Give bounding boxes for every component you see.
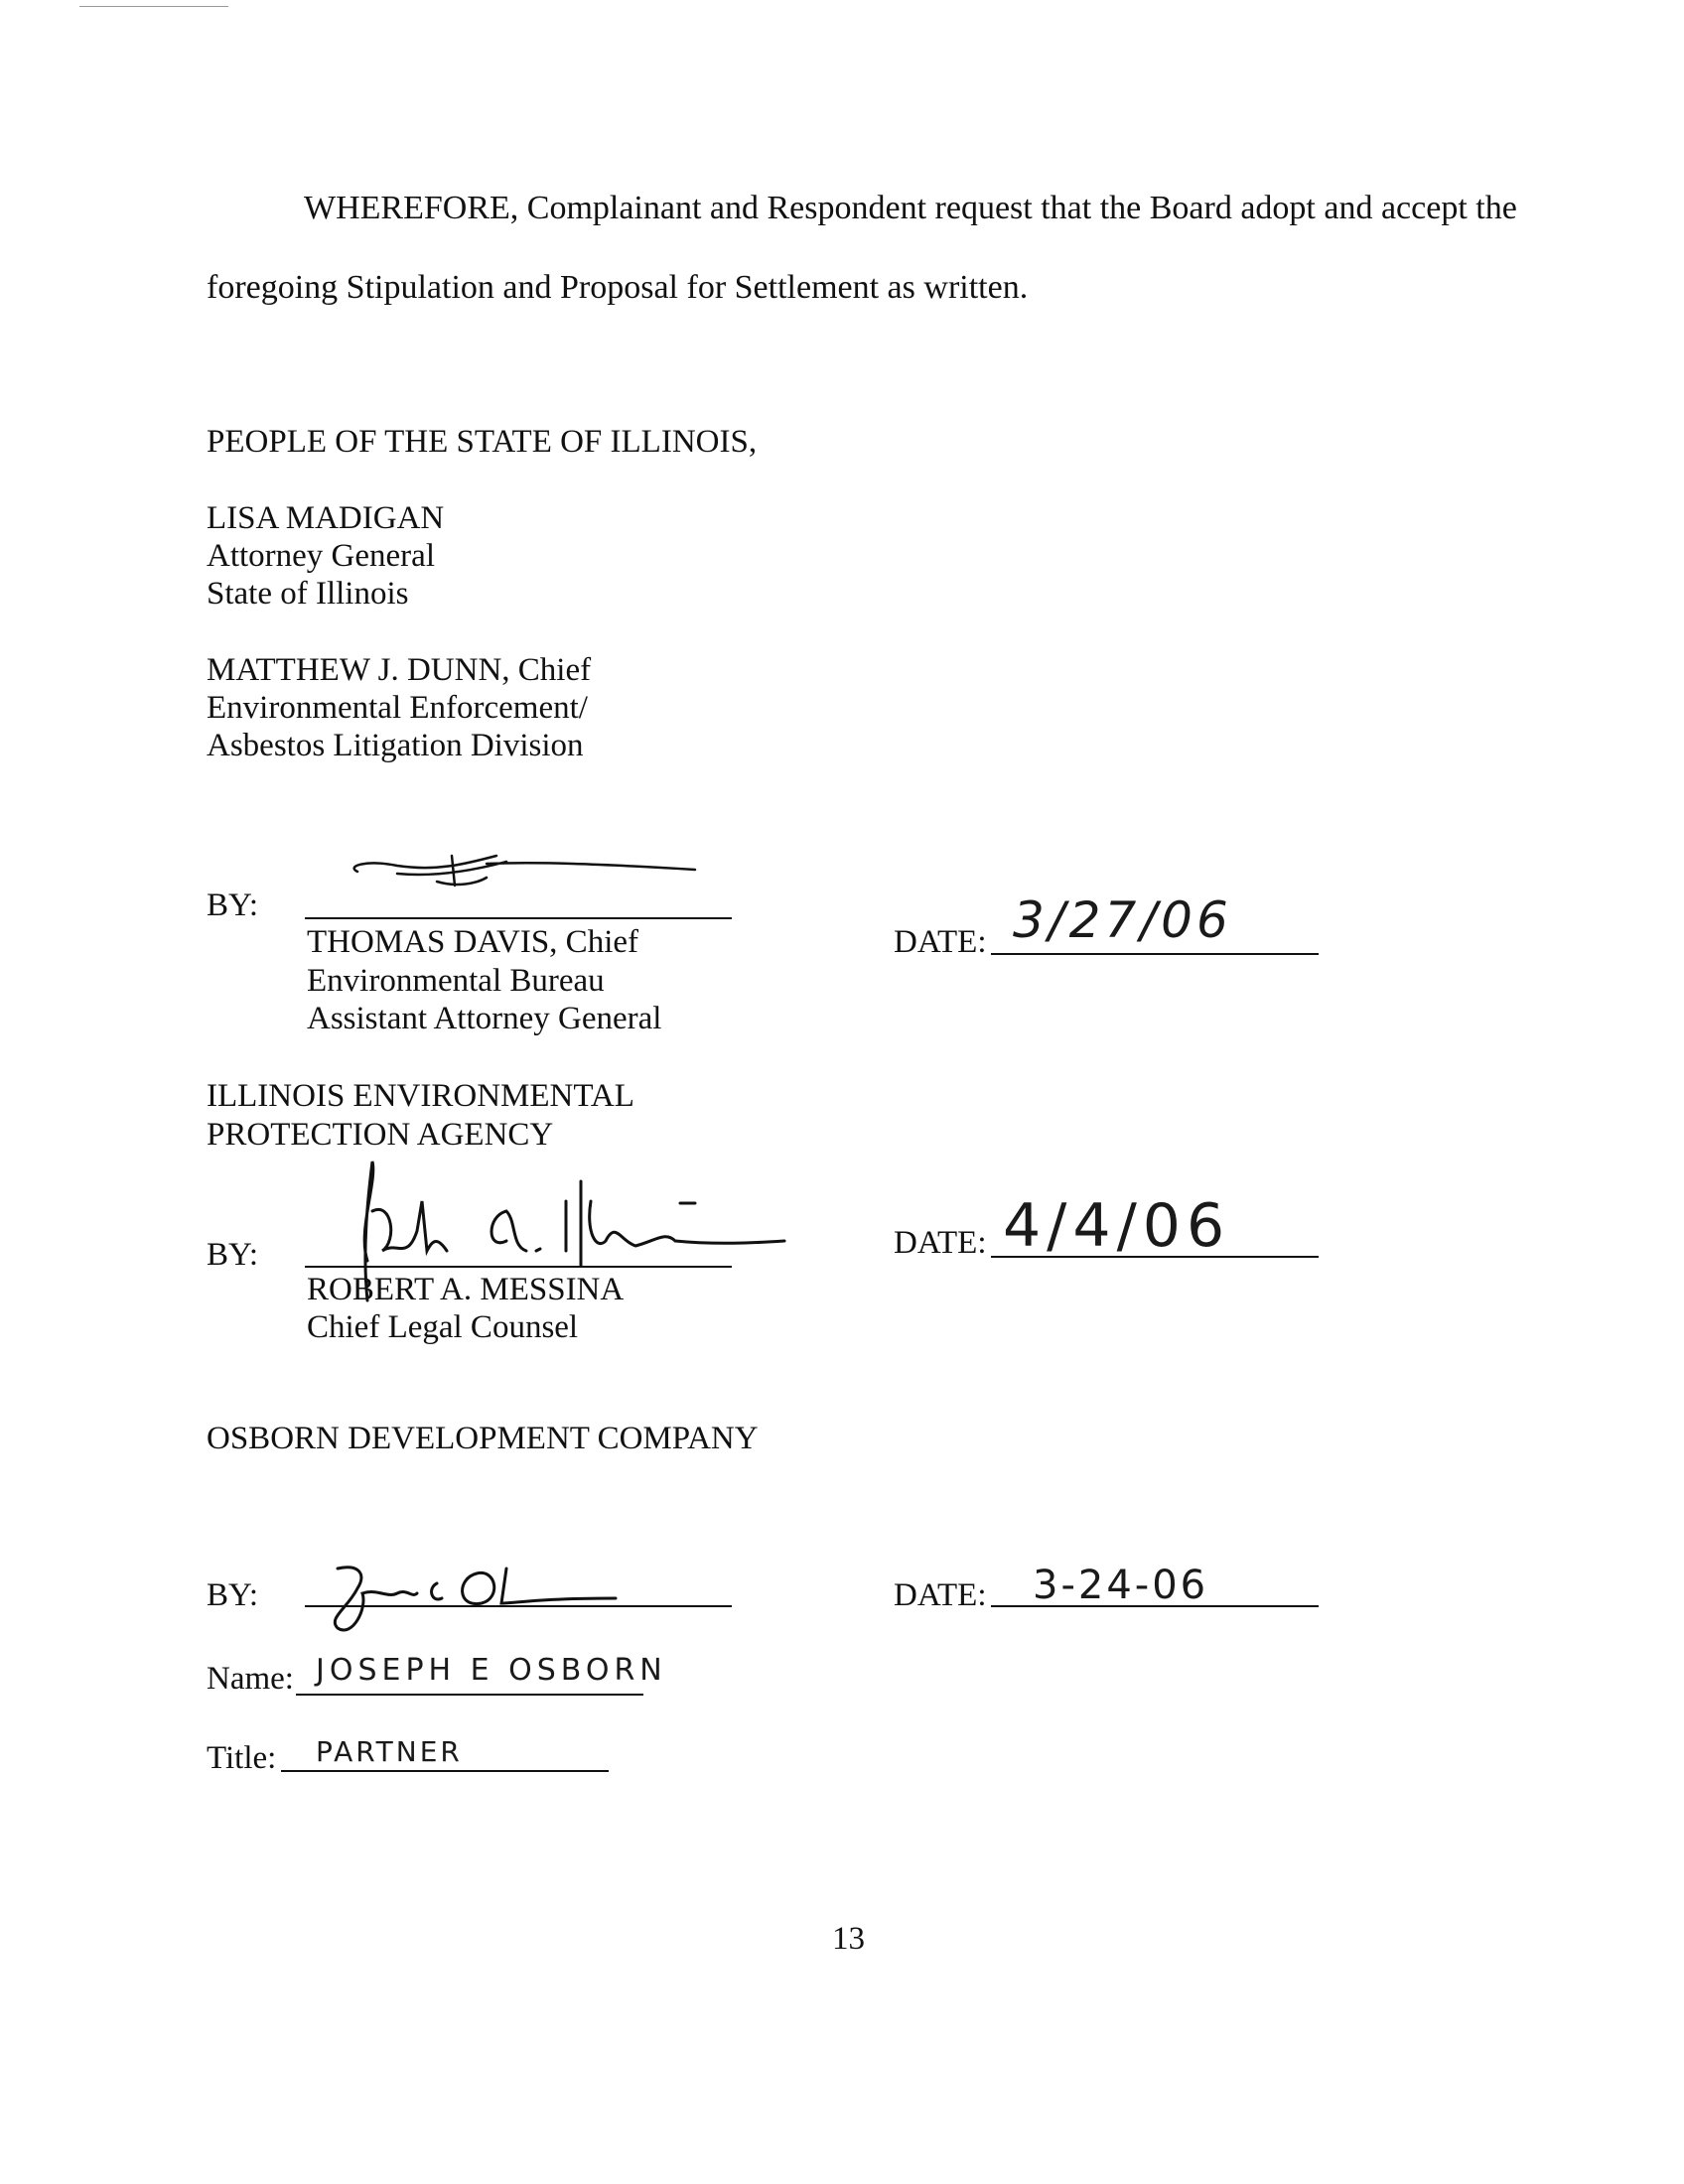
chief-division-2: Asbestos Litigation Division bbox=[207, 728, 584, 763]
signature-joseph-osborn bbox=[318, 1549, 635, 1648]
signer-1-title-1: Environmental Bureau bbox=[307, 963, 605, 999]
signer-2-title: Chief Legal Counsel bbox=[307, 1309, 579, 1345]
agency-line-2: PROTECTION AGENCY bbox=[207, 1117, 554, 1153]
signature-line-1 bbox=[305, 917, 732, 919]
signature-line-3 bbox=[305, 1605, 732, 1607]
date-value-2: 4/4/06 bbox=[1003, 1191, 1231, 1261]
agency-line-1: ILLINOIS ENVIRONMENTAL bbox=[207, 1078, 634, 1114]
date-value-1: 3/27/06 bbox=[1013, 891, 1232, 949]
by-label-3: BY: bbox=[207, 1577, 258, 1613]
title-value: PARTNER bbox=[316, 1735, 463, 1768]
title-line bbox=[281, 1770, 609, 1772]
signature-thomas-davis bbox=[338, 844, 735, 903]
date-line-1 bbox=[991, 953, 1319, 955]
date-label-3: DATE: bbox=[894, 1577, 987, 1613]
ag-state: State of Illinois bbox=[207, 576, 409, 612]
date-value-3: 3-24-06 bbox=[1033, 1563, 1209, 1608]
ag-title: Attorney General bbox=[207, 538, 435, 574]
ag-name: LISA MADIGAN bbox=[207, 500, 445, 536]
signer-2-name: ROBERT A. MESSINA bbox=[307, 1272, 625, 1307]
title-label: Title: bbox=[207, 1740, 277, 1776]
name-value: JOSEPH E OSBORN bbox=[316, 1653, 667, 1688]
name-line bbox=[296, 1694, 643, 1696]
by-label-1: BY: bbox=[207, 887, 258, 923]
signer-1-title-2: Assistant Attorney General bbox=[307, 1001, 662, 1036]
signer-1-name: THOMAS DAVIS, Chief bbox=[307, 924, 638, 960]
scan-artifact-line bbox=[79, 6, 228, 7]
intro-line-1: WHEREFORE, Complainant and Respondent request that the Board adopt and accept the bbox=[304, 190, 1517, 226]
date-line-3 bbox=[991, 1605, 1319, 1607]
complainant-heading: PEOPLE OF THE STATE OF ILLINOIS, bbox=[207, 424, 758, 460]
date-label-2: DATE: bbox=[894, 1225, 987, 1261]
date-line-2 bbox=[991, 1256, 1319, 1258]
name-label: Name: bbox=[207, 1661, 294, 1697]
chief-division-1: Environmental Enforcement/ bbox=[207, 690, 588, 726]
page-number: 13 bbox=[832, 1921, 865, 1957]
signature-line-2 bbox=[305, 1266, 732, 1268]
intro-line-2: foregoing Stipulation and Proposal for Settlement as written. bbox=[207, 269, 1029, 306]
by-label-2: BY: bbox=[207, 1237, 258, 1273]
respondent-heading: OSBORN DEVELOPMENT COMPANY bbox=[207, 1421, 759, 1456]
date-label-1: DATE: bbox=[894, 924, 987, 960]
chief-name: MATTHEW J. DUNN, Chief bbox=[207, 652, 592, 688]
